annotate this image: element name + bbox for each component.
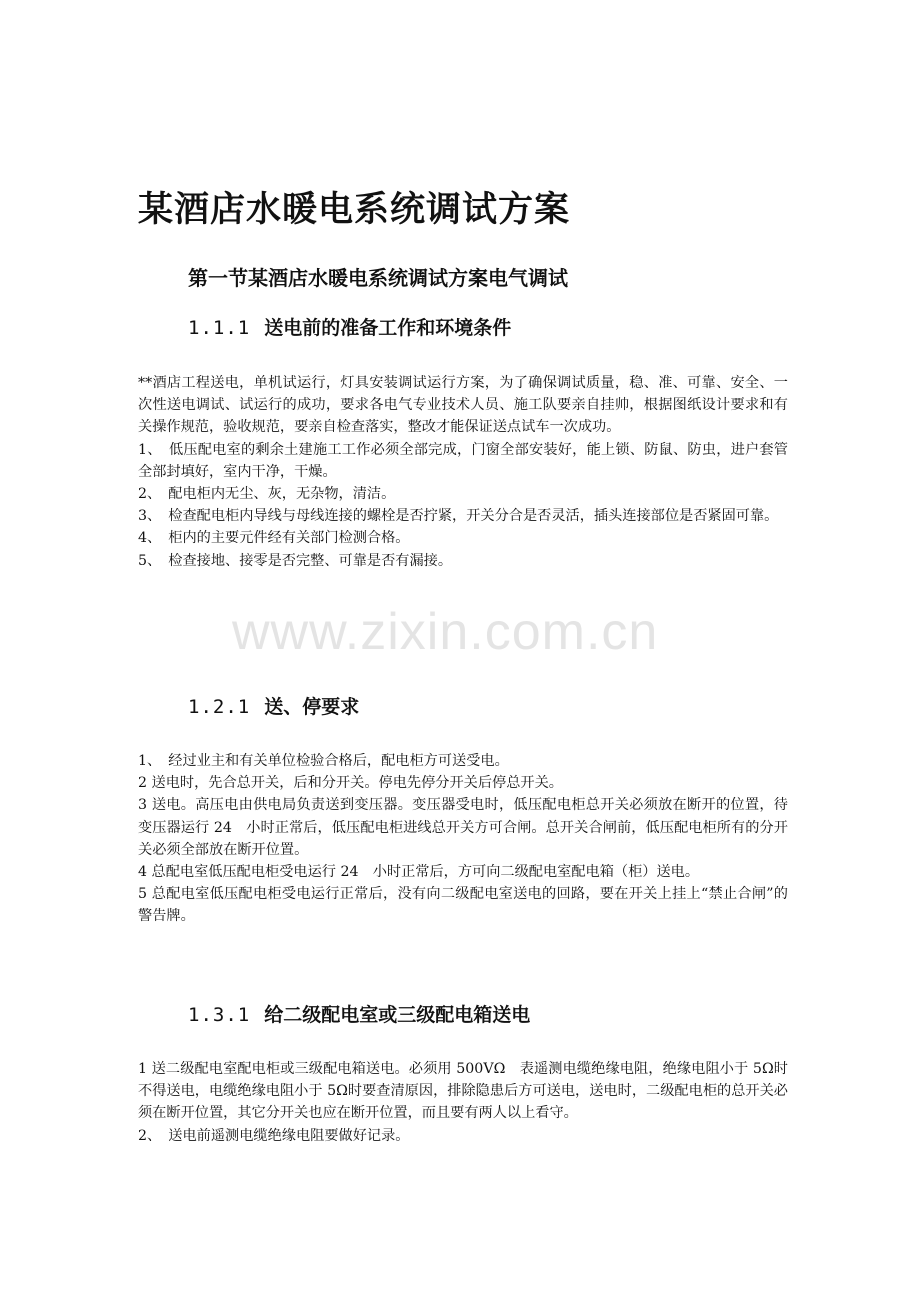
- subsection-number: 1.2.1: [188, 696, 251, 718]
- subsection-title: 送电前的准备工作和环境条件: [264, 317, 512, 339]
- watermark: www.zixin.com.cn: [232, 603, 659, 661]
- list-item: 3 送电。高压电由供电局负责送到变压器。变压器受电时，低压配电柜总开关必须放在断开的位置，待变压器运行 24 小时正常后，低压配电柜进线总开关方可合闸。总开关合闸前，低压配电柜所有的分开关必须全部放在断开位置。: [138, 797, 788, 858]
- section-body-1-1-1: [138, 372, 788, 572]
- list-item: 4、 柜内的主要元件经有关部门检测合格。: [138, 530, 410, 547]
- list-item: 1 送二级配电室配电柜或三级配电箱送电。必须用 500VΩ 表遥测电缆绝缘电阻，绝缘电阻小于 5Ω时不得送电，电缆绝缘电阻小于 5Ω时要查清原因，排除隐患后方可送电，送电时，二级配电柜的总开关必须在断开位置，其它分开关也应在断开位置，而且要有两人以上看守。: [138, 1061, 788, 1122]
- subsection-title: 给二级配电室或三级配电箱送电: [264, 1004, 531, 1026]
- subsection-number: 1.3.1: [188, 1004, 251, 1026]
- section-body-1-2-1: [138, 750, 788, 928]
- subsection-heading-1-1-1: [188, 313, 511, 340]
- list-item: 4 总配电室低压配电柜受电运行 24 小时正常后，方可向二级配电室配电箱（柜）送电。: [138, 864, 700, 881]
- list-item: 3、 检查配电柜内导线与母线连接的螺栓是否拧紧，开关分合是否灵活，插头连接部位是否紧固可靠。: [138, 508, 779, 525]
- subsection-number: 1.1.1: [188, 317, 251, 339]
- document-title: 某酒店水暖电系统调试方案: [138, 190, 571, 230]
- list-item: 1、 经过业主和有关单位检验合格后，配电柜方可送受电。: [138, 753, 509, 769]
- list-item: 5、 检查接地、接零是否完整、可靠是否有漏接。: [138, 552, 453, 569]
- subsection-heading-1-3-1: [188, 1000, 530, 1027]
- list-item: 2、 配电柜内无尘、灰，无杂物，清洁。: [138, 486, 396, 503]
- paragraph: **酒店工程送电，单机试运行，灯具安装调试运行方案，为了确保调试质量，稳、准、可靠、安全、一次性送电调试、试运行的成功，要求各电气专业技术人员、施工队要亲自挂帅，根据图纸设计要求和有关操作规范，验收规范，要亲自检查落实，整改才能保证送点试车一次成功。: [138, 375, 788, 436]
- section-body-1-3-1: [138, 1058, 788, 1147]
- list-item: 2 送电时，先合总开关，后和分开关。停电先停分开关后停总开关。: [138, 775, 563, 792]
- list-item: 5 总配电室低压配电柜受电运行正常后，没有向二级配电室送电的回路，要在开关上挂上“禁止合闸”的警告牌。: [138, 886, 788, 925]
- section-heading: 第一节某酒店水暖电系统调试方案电气调试: [188, 266, 568, 290]
- list-item: 2、 送电前遥测电缆绝缘电阻要做好记录。: [138, 1127, 410, 1144]
- list-item: 1、 低压配电室的剩余土建施工工作必须全部完成，门窗全部安装好，能上锁、防鼠、防虫，进户套管全部封填好，室内干净，干燥。: [138, 441, 788, 480]
- subsection-title: 送、停要求: [264, 696, 360, 718]
- subsection-heading-1-2-1: [188, 692, 359, 719]
